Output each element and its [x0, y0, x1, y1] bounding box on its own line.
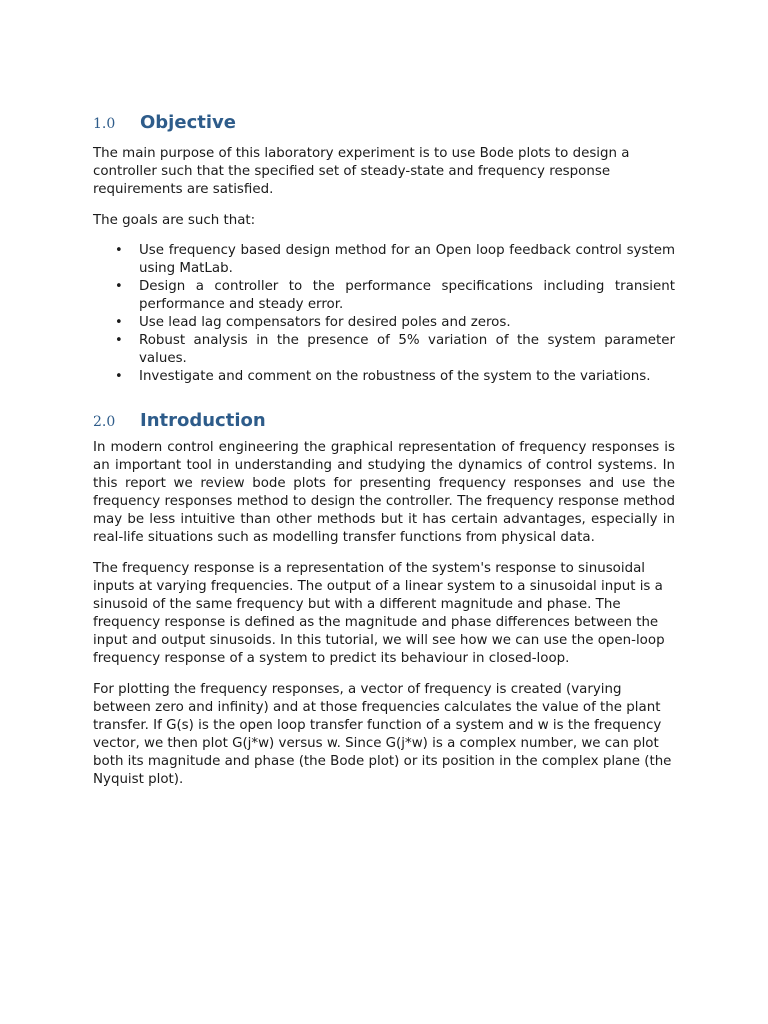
- goals-lead: The goals are such that:: [93, 213, 256, 228]
- list-item: [93, 242, 675, 278]
- bullet-icon: •: [115, 279, 123, 294]
- introduction-paragraph: In modern control engineering the graphical representation of frequency responses is an important tool in understanding and studying the dynamics of control systems. In this report we review bode plots for presenting frequency responses and use the frequency responses method to design the controller. The frequency response method may be less intuitive than other methods but it has certain advantages, especially in real-life situations such as modelling transfer functions from physical data.: [93, 440, 675, 545]
- list-item: [93, 332, 675, 368]
- goal-text: Investigate and comment on the robustness of the system to the variations.: [139, 369, 651, 384]
- section-title: Objective: [140, 112, 236, 133]
- document-page: [93, 112, 675, 789]
- section-title: Introduction: [140, 410, 266, 431]
- bullet-icon: •: [115, 333, 123, 348]
- introduction-paragraph: The frequency response is a representation of the system's response to sinusoidal inputs at varying frequencies. The output of a linear system to a sinusoidal input is a sinusoid of the same frequency but with a different magnitude and phase. The frequency response is defined as the magnitude and phase differences between the input and output sinusoids. In this tutorial, we will see how we can use the open-loop frequency response of a system to predict its behaviour in closed-loop.: [93, 561, 665, 666]
- objective-heading: [93, 112, 675, 133]
- objective-intro: The main purpose of this laboratory experiment is to use Bode plots to design a controller such that the specified set of steady-state and frequency response requirements are satisfied.: [93, 146, 630, 197]
- goal-text: Use lead lag compensators for desired poles and zeros.: [139, 315, 511, 330]
- section-number: 1.0: [93, 116, 116, 132]
- bullet-icon: •: [115, 315, 123, 330]
- list-item: [93, 314, 675, 332]
- bullet-icon: •: [115, 243, 123, 258]
- section-number: 2.0: [93, 414, 116, 430]
- goals-list: [93, 242, 675, 386]
- introduction-heading: [93, 410, 675, 431]
- goal-text: Robust analysis in the presence of 5% variation of the system parameter values.: [139, 333, 675, 366]
- goal-text: Design a controller to the performance specifications including transient performance and steady error.: [139, 279, 675, 312]
- bullet-icon: •: [115, 369, 123, 384]
- list-item: [93, 368, 675, 386]
- introduction-paragraph: For plotting the frequency responses, a vector of frequency is created (varying between zero and infinity) and at those frequencies calculates the value of the plant transfer. If G(s) is the open loop transfer function of a system and w is the frequency vector, we then plot G(j*w) versus w. Since G(j*w) is a complex number, we can plot both its magnitude and phase (the Bode plot) or its position in the complex plane (the Nyquist plot).: [93, 682, 672, 787]
- list-item: [93, 278, 675, 314]
- goal-text: Use frequency based design method for an Open loop feedback control system using MatLab.: [139, 243, 675, 276]
